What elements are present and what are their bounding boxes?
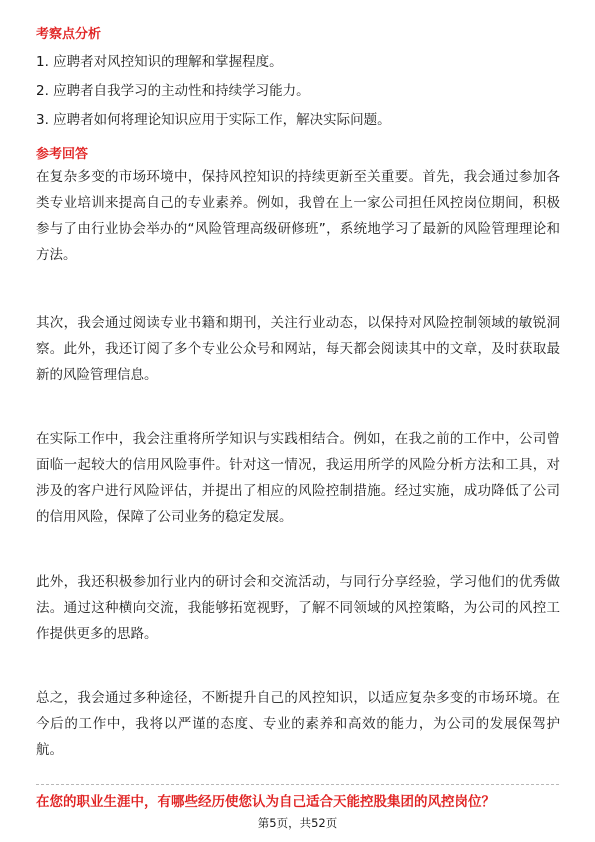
analysis-heading: 考察点分析 bbox=[36, 27, 102, 42]
answer-paragraph-4: 此外，我还积极参加行业内的研讨会和交流活动，与同行分享经验，学习他们的优秀做法。通过这种横向交流，我能够拓宽视野，了解不同领域的风控策略，为公司的风控工作提供更多的思路。 bbox=[36, 574, 560, 642]
page-number: 第5页，共52页 bbox=[257, 816, 338, 830]
answer-paragraph-2: 其次，我会通过阅读专业书籍和期刊，关注行业动态，以保持对风险控制领域的敏锐洞察。此外，我还订阅了多个专业公众号和网站，每天都会阅读其中的文章，及时获取最新的风险管理信息。 bbox=[36, 315, 560, 383]
next-question: 在您的职业生涯中，有哪些经历使您认为自己适合天能控股集团的风控岗位？ bbox=[36, 794, 495, 810]
answer-heading: 参考回答 bbox=[36, 147, 89, 162]
analysis-item-2: 2. 应聘者自我学习的主动性和持续学习能力。 bbox=[36, 83, 310, 99]
section-divider bbox=[36, 784, 559, 785]
answer-paragraph-1: 在复杂多变的市场环境中，保持风控知识的持续更新至关重要。首先，我会通过参加各类专业培训来提高自己的专业素养。例如，我曾在上一家公司担任风控岗位期间，积极参与了由行业协会举办的“风险管理高级研修班”，系统地学习了最新的风险管理理论和方法。 bbox=[36, 169, 560, 263]
analysis-item-3: 3. 应聘者如何将理论知识应用于实际工作，解决实际问题。 bbox=[36, 112, 391, 128]
answer-paragraph-5: 总之，我会通过多种途径，不断提升自己的风控知识，以适应复杂多变的市场环境。在今后的工作中，我将以严谨的态度、专业的素养和高效的能力，为公司的发展保驾护航。 bbox=[36, 690, 560, 758]
analysis-item-1: 1. 应聘者对风控知识的理解和掌握程度。 bbox=[36, 54, 283, 70]
answer-paragraph-3: 在实际工作中，我会注重将所学知识与实践相结合。例如，在我之前的工作中，公司曾面临一起较大的信用风险事件。针对这一情况，我运用所学的风险分析方法和工具，对涉及的客户进行风险评估，并提出了相应的风险控制措施。经过实施，成功降低了公司的信用风险，保障了公司业务的稳定发展。 bbox=[36, 431, 560, 525]
